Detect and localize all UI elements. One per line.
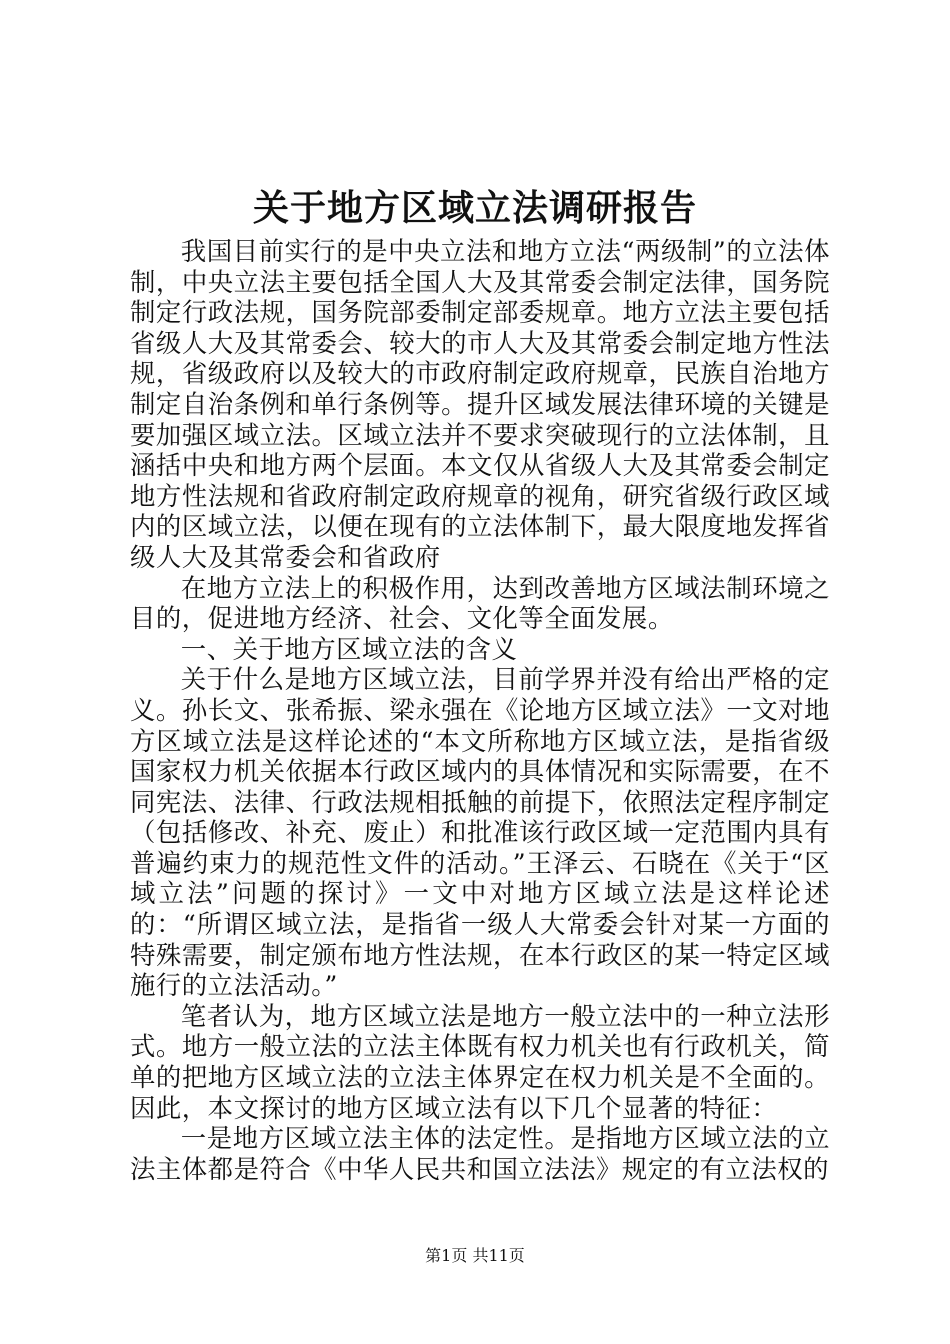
paragraph-definition: 关于什么是地方区域立法，目前学界并没有给出严格的定义。孙长文、张希振、梁永强在《论地方区域立法》一文对地方区域立法是这样论述的“本文所称地方区域立法，是指省级国家权力机关依据本行政区域内的具体情况和实际需要，在不同宪法、法律、行政法规相抵触的前提下，依照法定程序制定（包括修改、补充、废止）和批准该行政区域一定范围内具有普遍约束力的规范性文件的活动。”王泽云、石晓在《关于“区域立法”问题的探讨》一文中对地方区域立法是这样论述的：“所谓区域立法，是指省一级人大常委会针对某一方面的特殊需要，制定颁布地方性法规，在本行政区的某一特定区域施行的立法活动。” xyxy=(130,664,830,1001)
document-title: 关于地方区域立法调研报告 xyxy=(252,187,697,229)
document-body xyxy=(130,236,830,1184)
paragraph-feature-one: 一是地方区域立法主体的法定性。是指地方区域立法的立法主体都是符合《中华人民共和国立法法》规定的有立法权的 xyxy=(130,1123,830,1184)
paragraph-author-view: 笔者认为，地方区域立法是地方一般立法中的一种立法形式。地方一般立法的立法主体既有权力机关也有行政机关，简单的把地方区域立法的立法主体界定在权力机关是不全面的。因此，本文探讨的地方区域立法有以下几个显著的特征： xyxy=(130,1000,830,1123)
page-number-footer: 第1页 共11页 xyxy=(425,1246,525,1265)
paragraph-intro-continued: 在地方立法上的积极作用，达到改善地方区域法制环境之目的，促进地方经济、社会、文化等全面发展。 xyxy=(130,572,830,634)
section-heading: 一、关于地方区域立法的含义 xyxy=(180,633,518,664)
paragraph-intro: 我国目前实行的是中央立法和地方立法“两级制”的立法体制，中央立法主要包括全国人大及其常委会制定法律，国务院制定行政法规，国务院部委制定部委规章。地方立法主要包括省级人大及其常委会、较大的市人大及其常委会制定地方性法规，省级政府以及较大的市政府制定政府规章，民族自治地方制定自治条例和单行条例等。提升区域发展法律环境的关键是要加强区域立法。区域立法并不要求突破现行的立法体制，且涵括中央和地方两个层面。本文仅从省级人大及其常委会制定地方性法规和省政府制定政府规章的视角，研究省级行政区域内的区域立法，以便在现有的立法体制下，最大限度地发挥省级人大及其常委会和省政府 xyxy=(130,236,830,572)
